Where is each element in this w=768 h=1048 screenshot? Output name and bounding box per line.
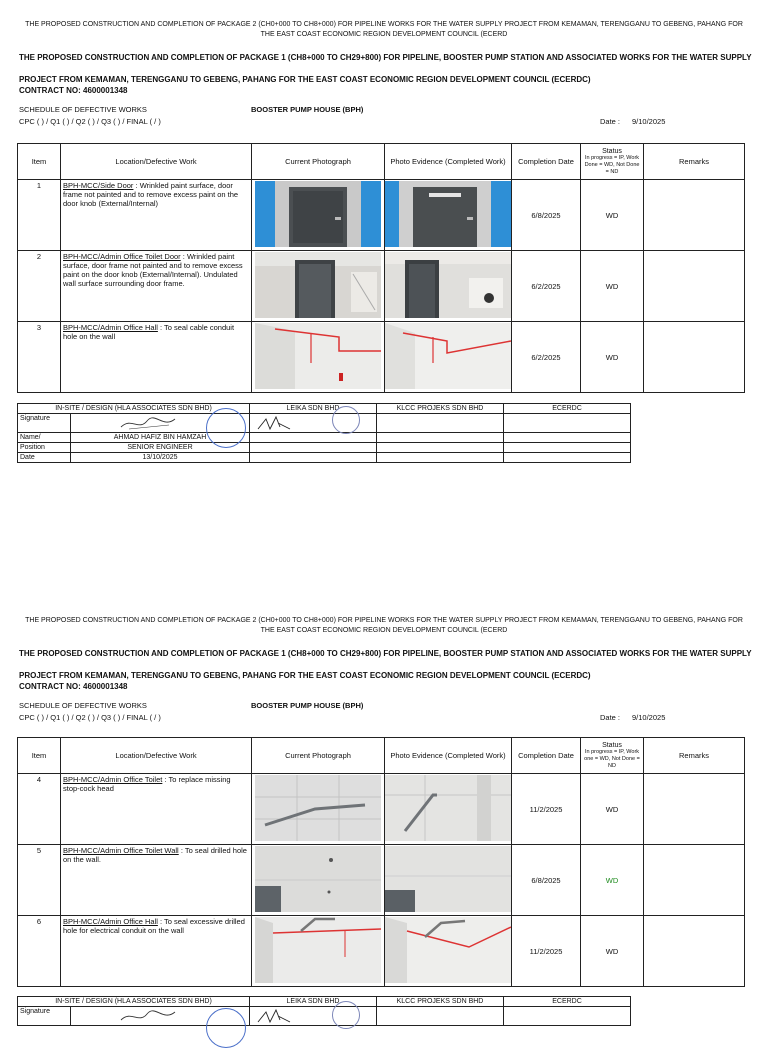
signature-design [71, 414, 250, 433]
location-label: BOOSTER PUMP HOUSE (BPH) [251, 701, 364, 710]
table-row [18, 322, 745, 393]
remarks-cell [644, 774, 745, 845]
date-label: Date : [600, 117, 621, 126]
item-number: 6 [18, 916, 61, 987]
col-remarks: Remarks [644, 738, 745, 774]
date-value: 9/10/2025 [632, 117, 666, 126]
status-value: WD [581, 251, 644, 322]
signoff-table [17, 403, 631, 463]
current-photo-cell [252, 845, 385, 916]
defect-location: BPH-MCC/Admin Office Toilet Wall [63, 846, 179, 855]
defect-description [61, 180, 252, 251]
evidence-photo-cell [385, 845, 512, 916]
package2-title: THE PROPOSED CONSTRUCTION AND COMPLETION OF PACKAGE 2 (CH0+000 TO CH8+000) FOR PIPELINE WORKS FOR THE WATER SUPPLY PROJECT FROM KEMAMAN, TERENGGANU TO GEBENG, PAHANG FOR THE EAST COAST ECONOMIC REGION DEVELOPMENT COUNCIL (ECERD [25, 617, 743, 634]
schedule-label: SCHEDULE OF DEFECTIVE WORKS [19, 105, 147, 114]
status-value: WD [581, 916, 644, 987]
col-evidence: Photo Evidence (Completed Work) [385, 144, 512, 180]
current-photo [255, 846, 381, 912]
completion-date: 11/2/2025 [512, 916, 581, 987]
current-photo [255, 181, 381, 247]
signoff-col-klcc: KLCC PROJEKS SDN BHD [377, 404, 504, 414]
date-row-label: Date [18, 453, 71, 463]
status-legend: In progress = IP, Work Done = WD, Not Done = ND [584, 154, 640, 175]
evidence-photo [385, 846, 511, 912]
evidence-photo-cell [385, 251, 512, 322]
signature-leika [250, 1007, 377, 1026]
table-row [18, 180, 745, 251]
col-evidence: Photo Evidence (Completed Work) [385, 738, 512, 774]
defect-detail: : To seal cable conduit hole on the wall [63, 323, 235, 341]
defect-location: BPH-MCC/Admin Office Hall [63, 323, 158, 332]
location-label: BOOSTER PUMP HOUSE (BPH) [251, 105, 364, 114]
defect-location: BPH-MCC/Admin Office Toilet Door [63, 252, 181, 261]
signature-ecerdc [504, 414, 631, 433]
defect-description [61, 916, 252, 987]
package1-title-line2: PROJECT FROM KEMAMAN, TERENGGANU TO GEBENG, PAHANG FOR THE EAST COAST ECONOMIC REGION DEVELOPMENT COUNCIL (ECERDC) [19, 671, 591, 680]
inspection-stage: CPC ( ) / Q1 ( ) / Q2 ( ) / Q3 ( ) / FINAL ( / ) [19, 117, 161, 126]
signoff-col-design: IN-SITE / DESIGN (HLA ASSOCIATES SDN BHD) [18, 997, 250, 1007]
current-photo-cell [252, 322, 385, 393]
position-label: Position [18, 443, 71, 453]
signoff-col-ecerdc: ECERDC [504, 404, 631, 414]
defects-table [17, 143, 745, 393]
defect-location: BPH-MCC/Admin Office Hall [63, 917, 158, 926]
position-ecerdc [504, 443, 631, 453]
defect-detail: : Wrinkled paint surface, door frame not painted and to remove excess paint on the door knob (External/Internal) [63, 181, 239, 208]
signature-design [71, 1007, 250, 1026]
col-location: Location/Defective Work [61, 144, 252, 180]
col-completion: Completion Date [512, 144, 581, 180]
signature-scribble [119, 1008, 179, 1025]
date-klcc [377, 453, 504, 463]
signature-scribble [256, 415, 292, 432]
current-photo [255, 775, 381, 841]
remarks-cell [644, 916, 745, 987]
defect-description [61, 774, 252, 845]
contract-number: CONTRACT NO: 4600001348 [19, 86, 128, 95]
name-klcc [377, 433, 504, 443]
col-completion: Completion Date [512, 738, 581, 774]
table-row [18, 916, 745, 987]
status-title: Status [602, 147, 622, 155]
company-stamp [206, 1008, 246, 1048]
item-number: 2 [18, 251, 61, 322]
col-item: Item [18, 738, 61, 774]
current-photo-cell [252, 180, 385, 251]
date-leika [250, 453, 377, 463]
item-number: 1 [18, 180, 61, 251]
table-row [18, 251, 745, 322]
company-stamp [332, 406, 360, 434]
signature-leika [250, 414, 377, 433]
col-item: Item [18, 144, 61, 180]
name-label: Name/ [18, 433, 71, 443]
current-photo [255, 917, 381, 983]
col-current-photo: Current Photograph [252, 144, 385, 180]
signer-position: SENIOR ENGINEER [71, 443, 250, 453]
defect-description [61, 322, 252, 393]
evidence-photo-cell [385, 774, 512, 845]
remarks-cell [644, 845, 745, 916]
signature-klcc [377, 1007, 504, 1026]
company-stamp [332, 1001, 360, 1029]
defect-detail: : Wrinkled paint surface, door frame not painted and to remove excess paint on the door knob (External/Internal). Undulated wall surface surrounding door frame. [63, 252, 243, 288]
current-photo [255, 323, 381, 389]
signature-klcc [377, 414, 504, 433]
evidence-photo-cell [385, 916, 512, 987]
evidence-photo [385, 181, 511, 247]
signoff-col-design: IN-SITE / DESIGN (HLA ASSOCIATES SDN BHD) [18, 404, 250, 414]
status-value: WD [581, 180, 644, 251]
evidence-photo [385, 775, 511, 841]
evidence-photo [385, 917, 511, 983]
signoff-col-klcc: KLCC PROJEKS SDN BHD [377, 997, 504, 1007]
defect-detail: : To seal drilled hole on the wall. [63, 846, 247, 864]
inspection-stage: CPC ( ) / Q1 ( ) / Q2 ( ) / Q3 ( ) / FINAL ( / ) [19, 713, 161, 722]
name-leika [250, 433, 377, 443]
contract-number: CONTRACT NO: 4600001348 [19, 682, 128, 691]
defect-location: BPH-MCC/Admin Office Toilet [63, 775, 163, 784]
table-header-row [18, 144, 745, 180]
signature-label: Signature [18, 414, 71, 433]
signoff-col-leika: LEIKA SDN BHD [250, 404, 377, 414]
completion-date: 6/8/2025 [512, 180, 581, 251]
defect-location: BPH-MCC/Side Door [63, 181, 134, 190]
position-klcc [377, 443, 504, 453]
signature-scribble [256, 1008, 292, 1025]
completion-date: 6/2/2025 [512, 322, 581, 393]
col-remarks: Remarks [644, 144, 745, 180]
schedule-label: SCHEDULE OF DEFECTIVE WORKS [19, 701, 147, 710]
date-value: 9/10/2025 [632, 713, 666, 722]
current-photo-cell [252, 251, 385, 322]
signoff-table [17, 996, 631, 1026]
signature-scribble [119, 415, 179, 432]
completion-date: 11/2/2025 [512, 774, 581, 845]
defect-detail: : To seal excessive drilled hole for electrical conduit on the wall [63, 917, 245, 935]
status-title: Status [602, 741, 622, 749]
status-legend: In progress = IP, Work one = WD, Not Done = ND [584, 748, 640, 769]
package1-title-line1: THE PROPOSED CONSTRUCTION AND COMPLETION OF PACKAGE 1 (CH8+000 TO CH29+800) FOR PIPELINE, BOOSTER PUMP STATION AND ASSOCIATED WORKS FOR THE WATER SUPPLY [19, 649, 752, 658]
status-value: WD [581, 774, 644, 845]
table-row [18, 774, 745, 845]
defect-description [61, 251, 252, 322]
signoff-col-leika: LEIKA SDN BHD [250, 997, 377, 1007]
current-photo [255, 252, 381, 318]
evidence-photo-cell [385, 180, 512, 251]
company-stamp [206, 408, 246, 448]
defect-description [61, 845, 252, 916]
defect-detail: : To replace missing stop-cock head [63, 775, 231, 793]
package2-title: THE PROPOSED CONSTRUCTION AND COMPLETION OF PACKAGE 2 (CH0+000 TO CH8+000) FOR PIPELINE WORKS FOR THE WATER SUPPLY PROJECT FROM KEMAMAN, TERENGGANU TO GEBENG, PAHANG FOR THE EAST COAST ECONOMIC REGION DEVELOPMENT COUNCIL (ECERD [25, 21, 743, 38]
item-number: 3 [18, 322, 61, 393]
package1-title-line2: PROJECT FROM KEMAMAN, TERENGGANU TO GEBENG, PAHANG FOR THE EAST COAST ECONOMIC REGION DEVELOPMENT COUNCIL (ECERDC) [19, 75, 591, 84]
current-photo-cell [252, 916, 385, 987]
current-photo-cell [252, 774, 385, 845]
table-row [18, 845, 745, 916]
sign-date: 13/10/2025 [71, 453, 250, 463]
remarks-cell [644, 180, 745, 251]
package1-title-line1: THE PROPOSED CONSTRUCTION AND COMPLETION OF PACKAGE 1 (CH8+000 TO CH29+800) FOR PIPELINE, BOOSTER PUMP STATION AND ASSOCIATED WORKS FOR THE WATER SUPPLY [19, 53, 752, 62]
signature-label: Signature [18, 1007, 71, 1026]
item-number: 4 [18, 774, 61, 845]
remarks-cell [644, 322, 745, 393]
date-ecerdc [504, 453, 631, 463]
name-ecerdc [504, 433, 631, 443]
defect-sheet-2 [0, 596, 768, 1015]
evidence-photo [385, 252, 511, 318]
signoff-col-ecerdc: ECERDC [504, 997, 631, 1007]
item-number: 5 [18, 845, 61, 916]
completion-date: 6/8/2025 [512, 845, 581, 916]
signature-ecerdc [504, 1007, 631, 1026]
col-current-photo: Current Photograph [252, 738, 385, 774]
status-value: WD [581, 845, 644, 916]
defect-sheet-1 [0, 0, 768, 461]
completion-date: 6/2/2025 [512, 251, 581, 322]
evidence-photo [385, 323, 511, 389]
remarks-cell [644, 251, 745, 322]
col-location: Location/Defective Work [61, 738, 252, 774]
position-leika [250, 443, 377, 453]
col-status [581, 738, 644, 774]
defects-table [17, 737, 745, 987]
status-value: WD [581, 322, 644, 393]
col-status [581, 144, 644, 180]
signer-name: AHMAD HAFIZ BIN HAMZAH [71, 433, 250, 443]
date-label: Date : [600, 713, 621, 722]
evidence-photo-cell [385, 322, 512, 393]
table-header-row [18, 738, 745, 774]
